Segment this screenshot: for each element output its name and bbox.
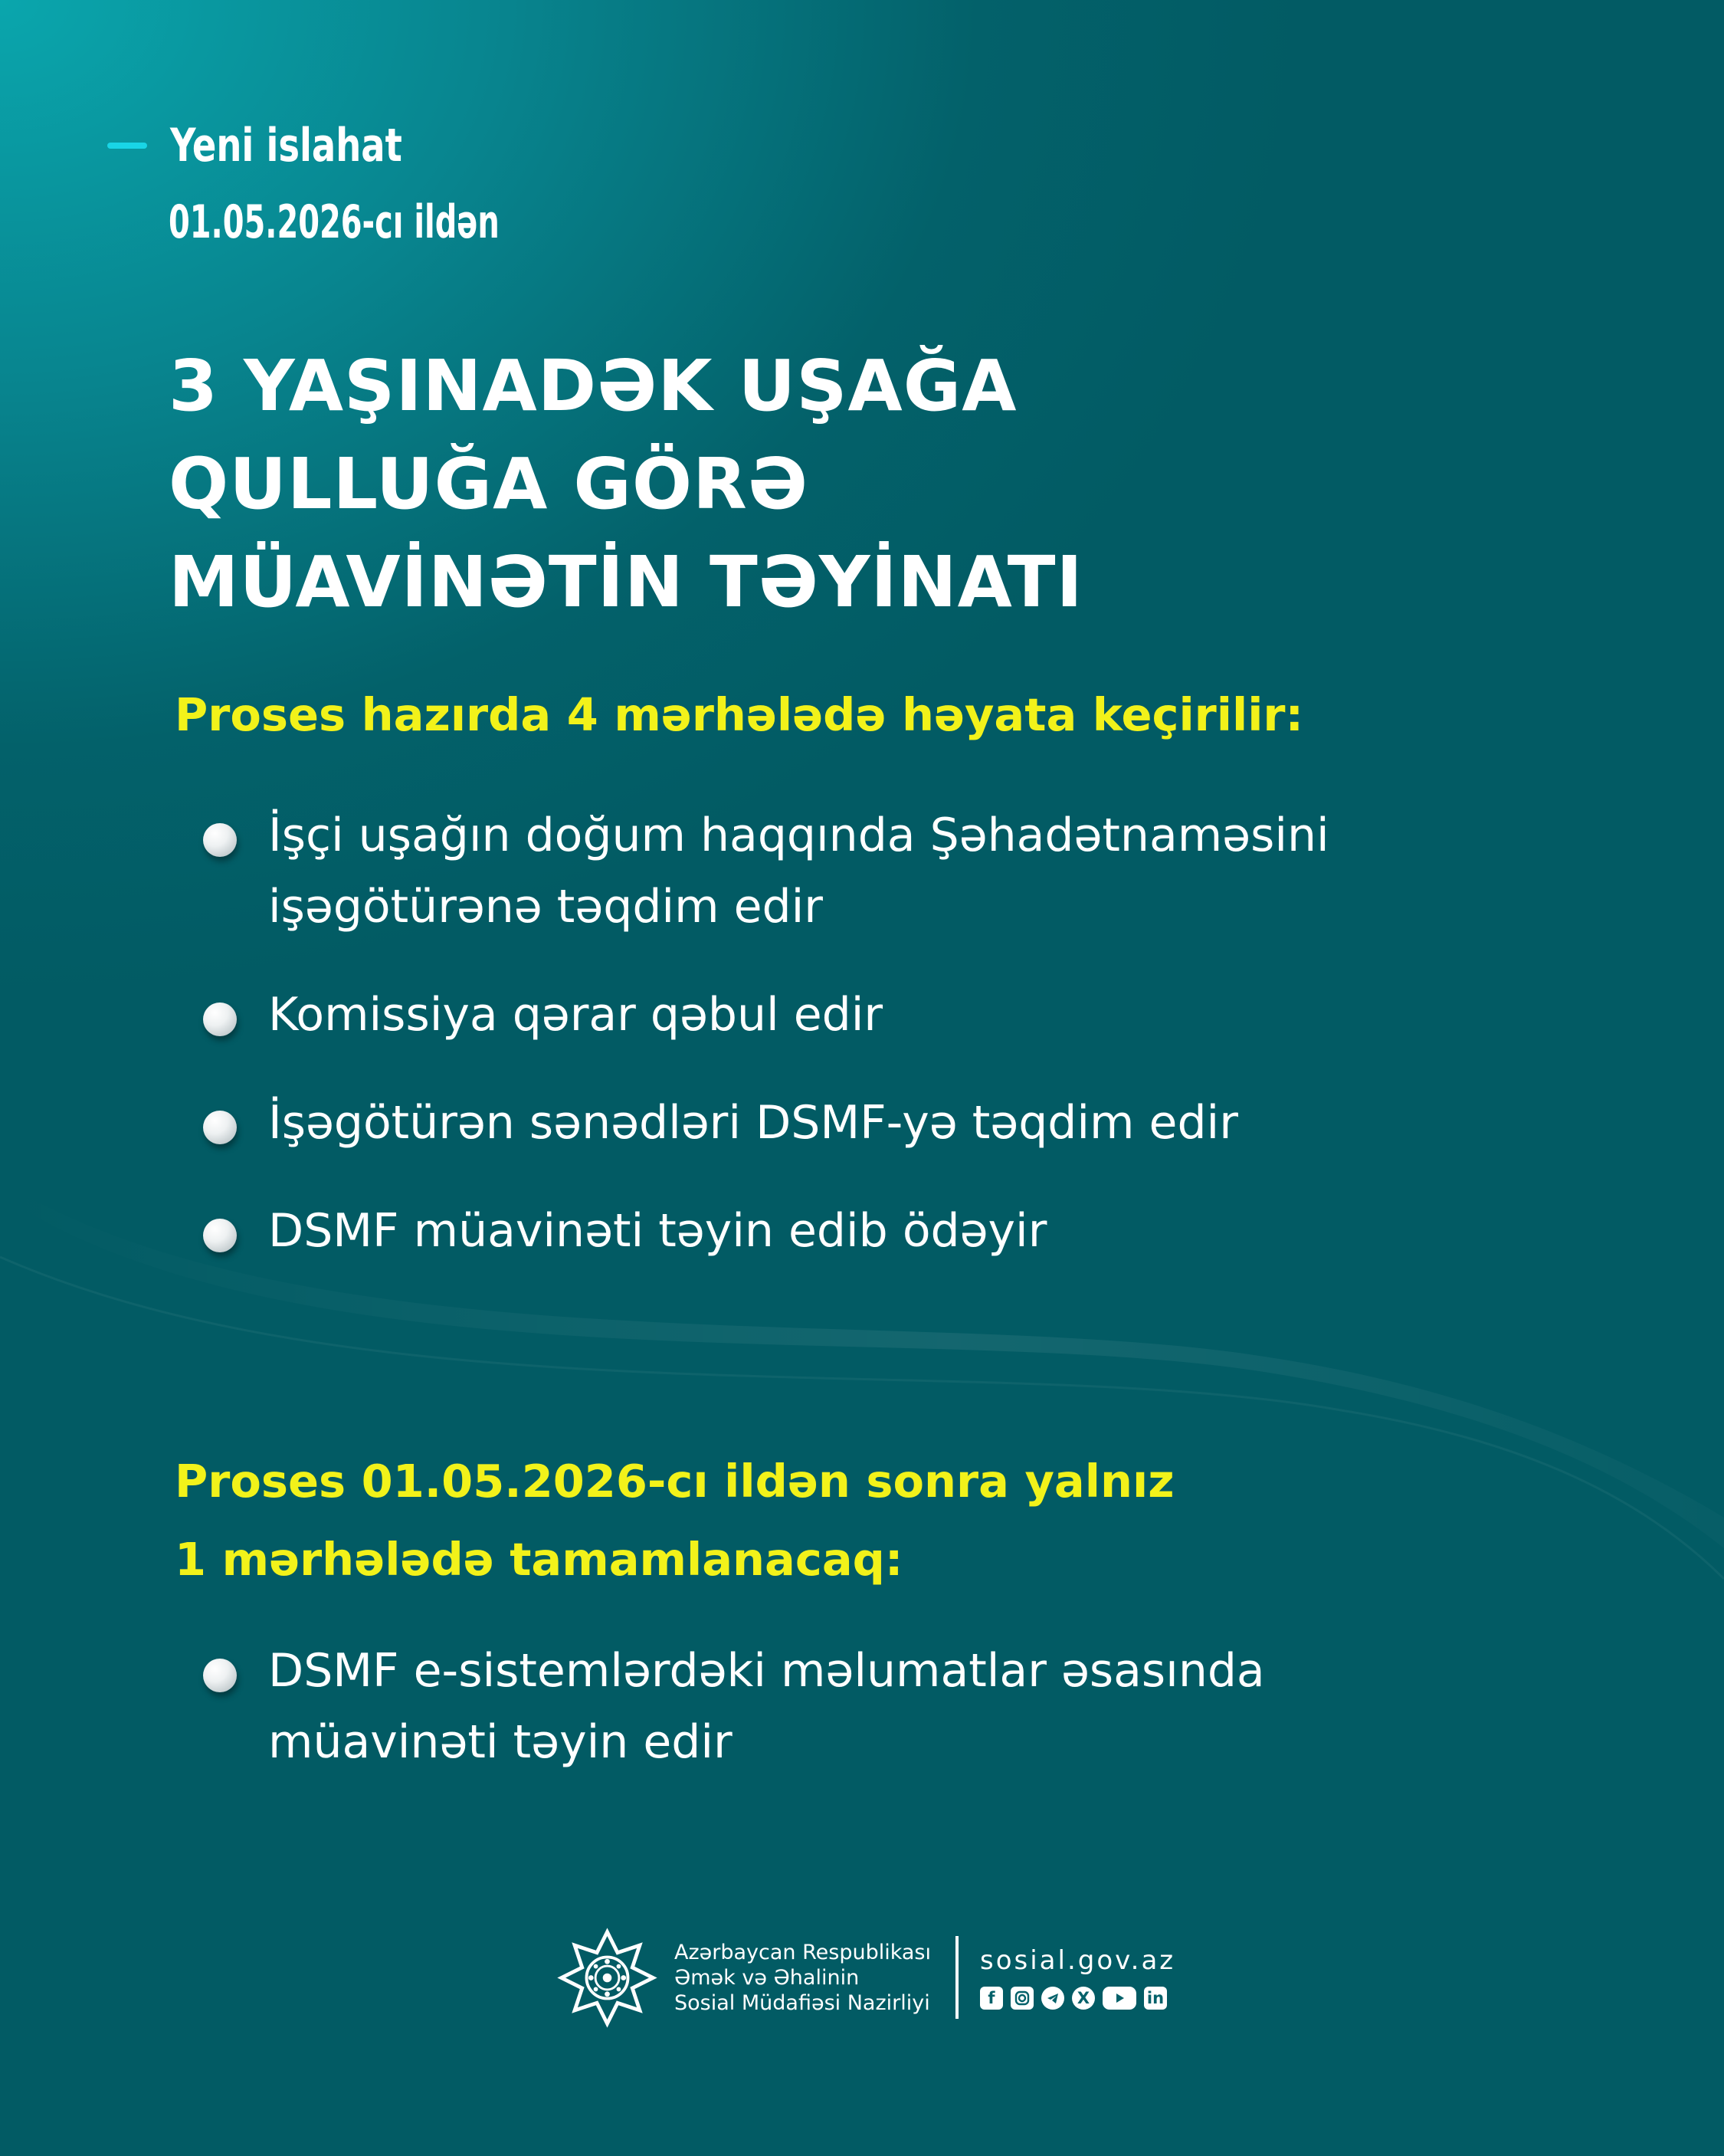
page-title xyxy=(169,337,1083,632)
reform-label: Yeni islahat xyxy=(170,119,402,172)
youtube-icon[interactable] xyxy=(1103,1987,1136,2010)
title-line: MÜAVİNƏTİN TƏYİNATI xyxy=(169,541,1083,623)
x-icon[interactable]: X xyxy=(1072,1987,1095,2010)
footer-contacts xyxy=(980,1945,1175,2010)
title-line: 3 YAŞINADƏK UŞAĞA xyxy=(169,345,1018,427)
instagram-icon[interactable] xyxy=(1011,1987,1034,2010)
ministry-name-line: Sosial Müdafiəsi Nazirliyi xyxy=(674,1990,930,2015)
reform-tag xyxy=(107,119,440,172)
bullet-icon xyxy=(203,1003,237,1036)
bullet-icon xyxy=(203,823,237,857)
social-links xyxy=(980,1987,1175,2010)
accent-dash xyxy=(107,143,147,149)
bullet-icon xyxy=(203,1219,237,1252)
facebook-icon[interactable]: f xyxy=(980,1987,1003,2010)
ministry-name-line: Əmək və Əhalinin xyxy=(674,1965,860,1990)
new-process-heading xyxy=(175,1442,1175,1599)
current-process-heading: Proses hazırda 4 mərhələdə həyata keçirilir: xyxy=(175,688,1304,741)
footer-divider xyxy=(955,1936,959,2019)
ministry-name-line: Azərbaycan Respublikası xyxy=(674,1940,931,1964)
list-item: Komissiya qərar qəbul edir xyxy=(203,980,1329,1051)
new-process-steps xyxy=(203,1636,1265,1778)
list-item: İşçi uşağın doğum haqqında Şəhadətnaməsini işəgötürənə təqdim edir xyxy=(203,800,1329,943)
new-process-heading-line: 1 mərhələdə tamamlanacaq: xyxy=(175,1533,903,1586)
current-process-steps xyxy=(203,800,1329,1267)
list-item: DSMF müavinəti təyin edib ödəyir xyxy=(203,1196,1329,1267)
bullet-icon xyxy=(203,1659,237,1692)
effective-date-text: 01.05.2026-cı ildən xyxy=(169,195,500,249)
ministry-emblem-icon xyxy=(556,1926,659,2030)
effective-date xyxy=(169,192,553,253)
telegram-icon[interactable] xyxy=(1041,1987,1064,2010)
linkedin-icon[interactable]: in xyxy=(1144,1987,1167,2010)
list-item: İşəgötürən sənədləri DSMF-yə təqdim edir xyxy=(203,1088,1329,1159)
ministry-name xyxy=(674,1940,931,2016)
bullet-icon xyxy=(203,1111,237,1144)
new-process-heading-line: Proses 01.05.2026-cı ildən sonra yalnız xyxy=(175,1455,1175,1508)
footer xyxy=(556,1920,1175,2035)
title-line: QULLUĞA GÖRƏ xyxy=(169,443,809,525)
website-link[interactable]: sosial.gov.az xyxy=(980,1945,1176,1976)
list-item: DSMF e-sistemlərdəki məlumatlar əsasında müavinəti təyin edir xyxy=(203,1636,1265,1778)
